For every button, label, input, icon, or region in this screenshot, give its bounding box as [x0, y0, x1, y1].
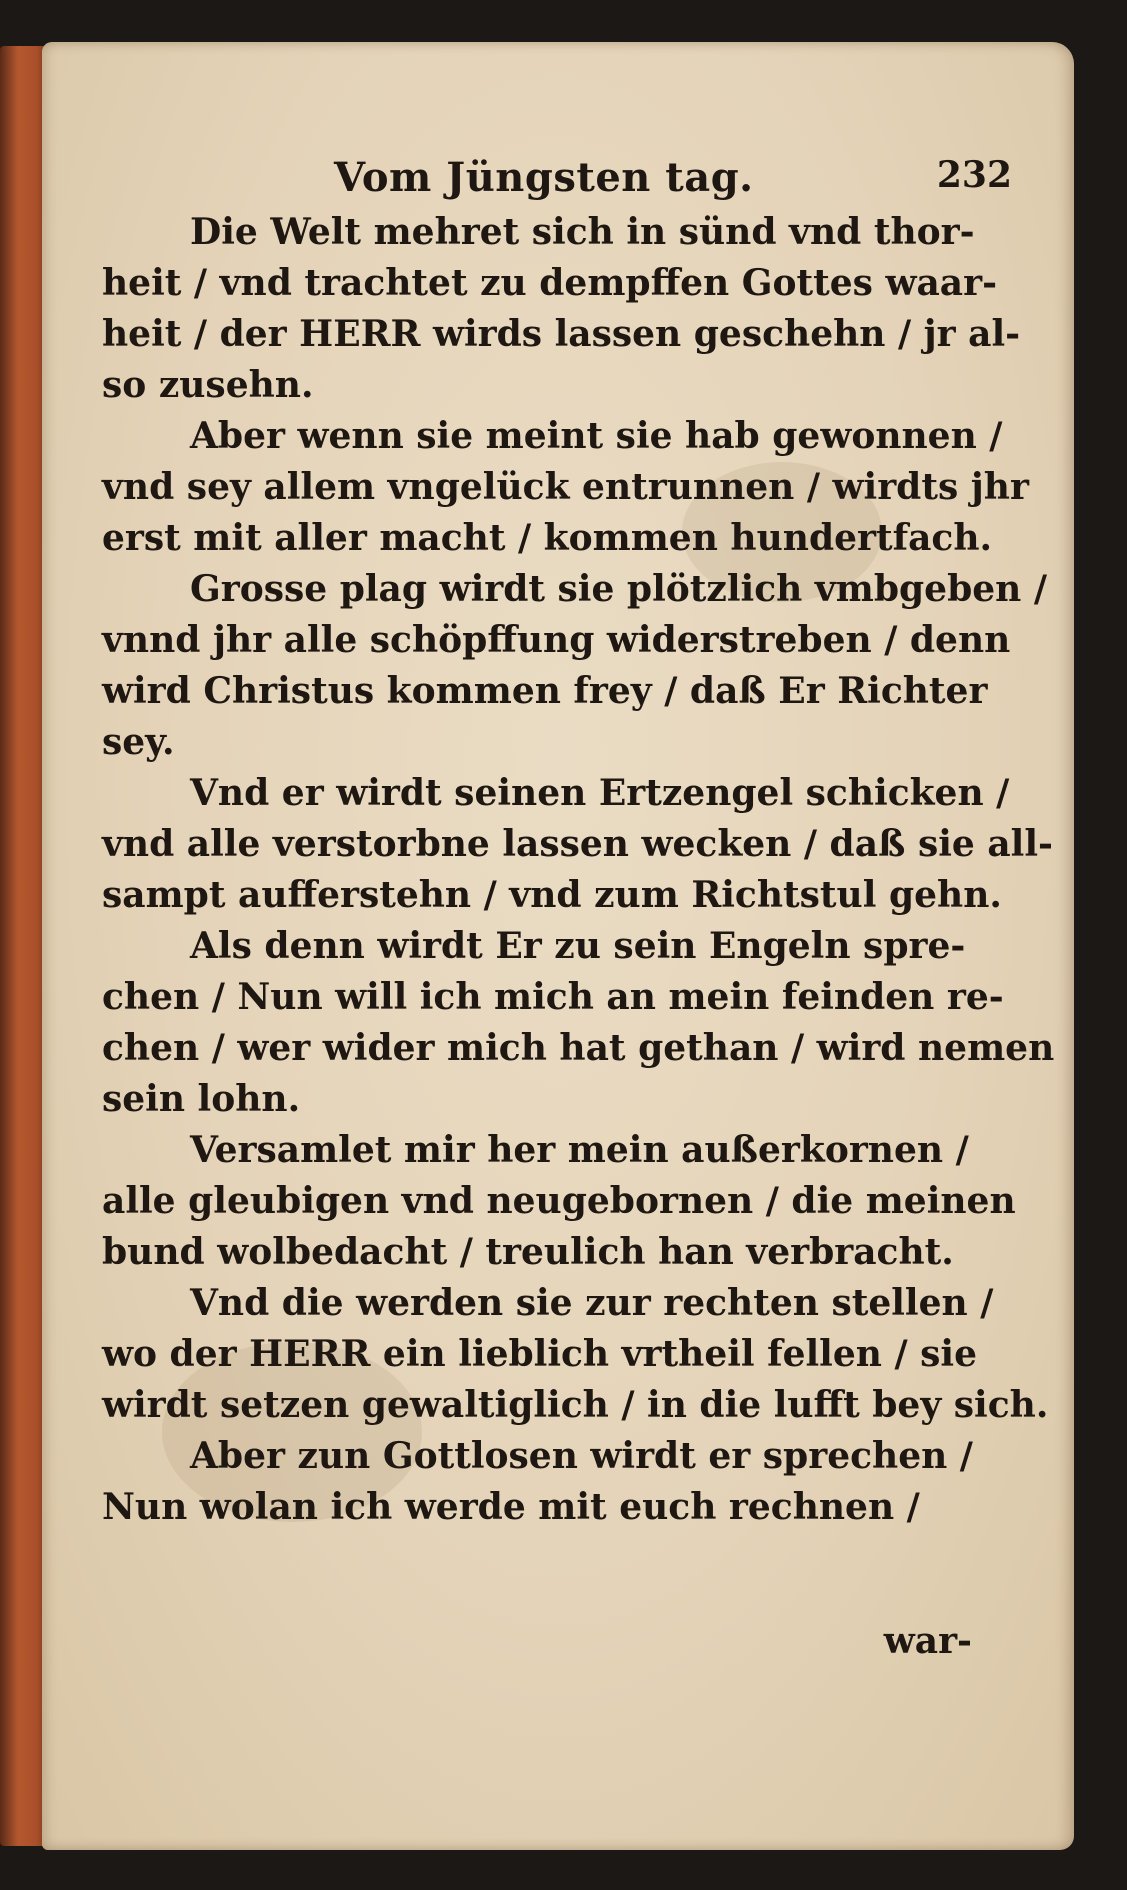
text-line: sey.	[102, 721, 175, 763]
catchword: war-	[883, 1620, 972, 1662]
text-line: wird Christus kommen frey / daß Er Richter	[102, 670, 988, 712]
text-line: chen / wer wider mich hat gethan / wird nemen	[102, 1027, 1055, 1069]
text-line: Aber zun Gottlosen wirdt er sprechen /	[190, 1435, 973, 1477]
text-line: bund wolbedacht / treulich han verbracht.	[102, 1231, 954, 1273]
page-number: 232	[936, 154, 1012, 196]
text-line: Grosse plag wirdt sie plötzlich vmbgeben /	[190, 568, 1048, 610]
text-line: Als denn wirdt Er zu sein Engeln spre-	[190, 925, 966, 967]
text-line: wo der HERR ein lieblich vrtheil fellen / sie	[102, 1333, 977, 1375]
page-header	[102, 154, 1012, 214]
text-line: alle gleubigen vnd neugebornen / die meinen	[102, 1180, 1016, 1222]
text-line: erst mit aller macht / kommen hundertfach.	[102, 517, 993, 559]
text-line: Die Welt mehret sich in sünd vnd thor-	[190, 211, 975, 253]
running-title: Vom Jüngsten tag.	[334, 154, 754, 201]
text-line: sein lohn.	[102, 1078, 301, 1120]
book-page	[42, 42, 1074, 1850]
text-line: Versamlet mir her mein außerkornen /	[190, 1129, 969, 1171]
text-line: so zusehn.	[102, 364, 314, 406]
text-line: heit / der HERR wirds lassen geschehn / jr al-	[102, 313, 1021, 355]
text-line: wirdt setzen gewaltiglich / in die lufft bey sich.	[102, 1384, 1049, 1426]
text-line: Aber wenn sie meint sie hab gewonnen /	[190, 415, 1003, 457]
text-line: vnnd jhr alle schöpffung widerstreben / denn	[102, 619, 1011, 661]
text-line: Nun wolan ich werde mit euch rechnen /	[102, 1486, 920, 1528]
text-line: vnd alle verstorbne lassen wecken / daß sie all-	[102, 823, 1053, 865]
text-line: sampt aufferstehn / vnd zum Richtstul gehn.	[102, 874, 1002, 916]
text-line: heit / vnd trachtet zu dempffen Gottes waar-	[102, 262, 998, 304]
text-line: chen / Nun will ich mich an mein feinden re-	[102, 976, 1004, 1018]
text-line: Vnd er wirdt seinen Ertzengel schicken /	[190, 772, 1010, 814]
page-content	[102, 102, 1055, 1802]
text-line: Vnd die werden sie zur rechten stellen /	[190, 1282, 994, 1324]
body-text	[102, 207, 1055, 1533]
text-line: vnd sey allem vngelück entrunnen / wirdts jhr	[102, 466, 1029, 508]
